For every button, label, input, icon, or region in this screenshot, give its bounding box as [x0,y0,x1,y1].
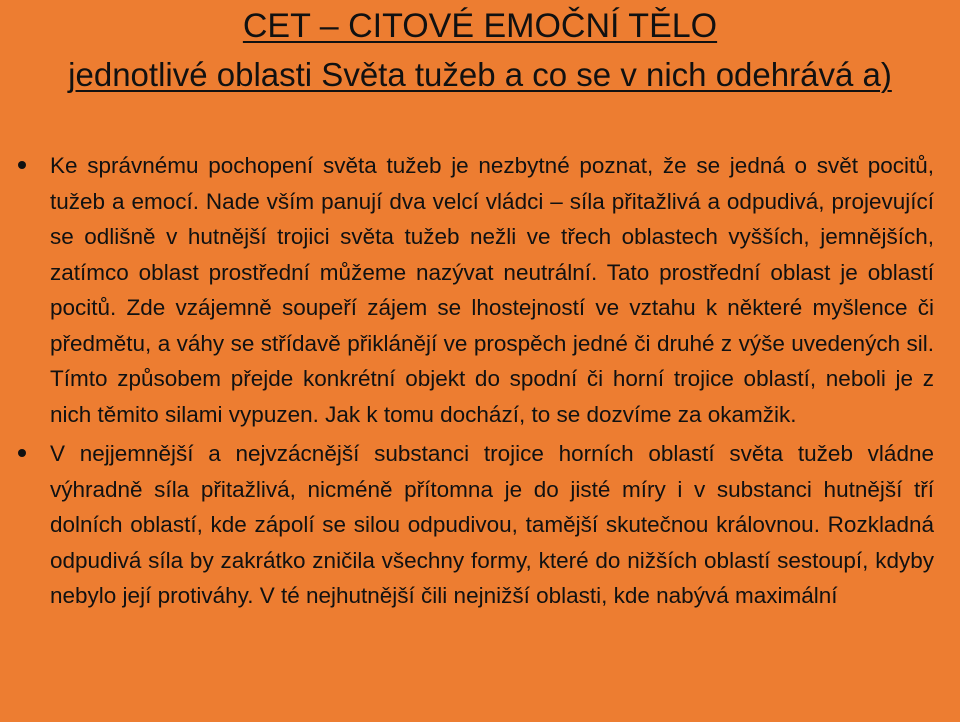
slide-subtitle: jednotlivé oblasti Světa tužeb a co se v nich odehrává a) [68,56,892,93]
bullet-list [14,148,934,614]
title-block [0,0,960,98]
slide-title: CET – CITOVÉ EMOČNÍ TĚLO [242,7,718,45]
bullet-item-2 [14,436,934,614]
content-area [14,148,934,618]
bullet-text-1: Ke správnému pochopení světa tužeb je nezbytné poznat, že se jedná o svět pocitů, tužeb a emocí. Nade vším panují dva velcí vládci – síla přitažlivá a odpudivá, projevující se odlišně v hutnější trojici světa tužeb nežli ve třech oblastech vyšších, jemnějších, zatímco oblast prostřední můžeme nazývat neutrální. Tato prostřední oblast je oblastí pocitů. Zde vzájemně soupeří zájem se lhostejností ve vztahu k některé myšlence či předmětu, a váhy se střídavě přiklánějí ve prospěch jedné či druhé z výše uvedených sil. Tímto způsobem přejde konkrétní objekt do spodní či horní trojice oblastí, neboli je z nich těmito silami vypuzen. Jak k tomu dochází, to se dozvíme za okamžik. [50,153,934,427]
bullet-text-2: V nejjemnější a nejvzácnější substanci trojice horních oblastí světa tužeb vládne výhradně síla přitažlivá, nicméně přítomna je do jisté míry i v substanci hutnější tří dolních oblastí, kde zápolí se silou odpudivou, tamější skutečnou královnou. Rozkladná odpudivá síla by zakrátko zničila všechny formy, které do nižších oblastí sestoupí, kdyby nebylo její protiváhy. V té nejhutnější čili nejnižší oblasti, kde nabývá maximální [50,441,934,608]
bullet-item-1 [14,148,934,432]
bullet-dot-icon [18,449,26,457]
bullet-dot-icon [18,161,26,169]
